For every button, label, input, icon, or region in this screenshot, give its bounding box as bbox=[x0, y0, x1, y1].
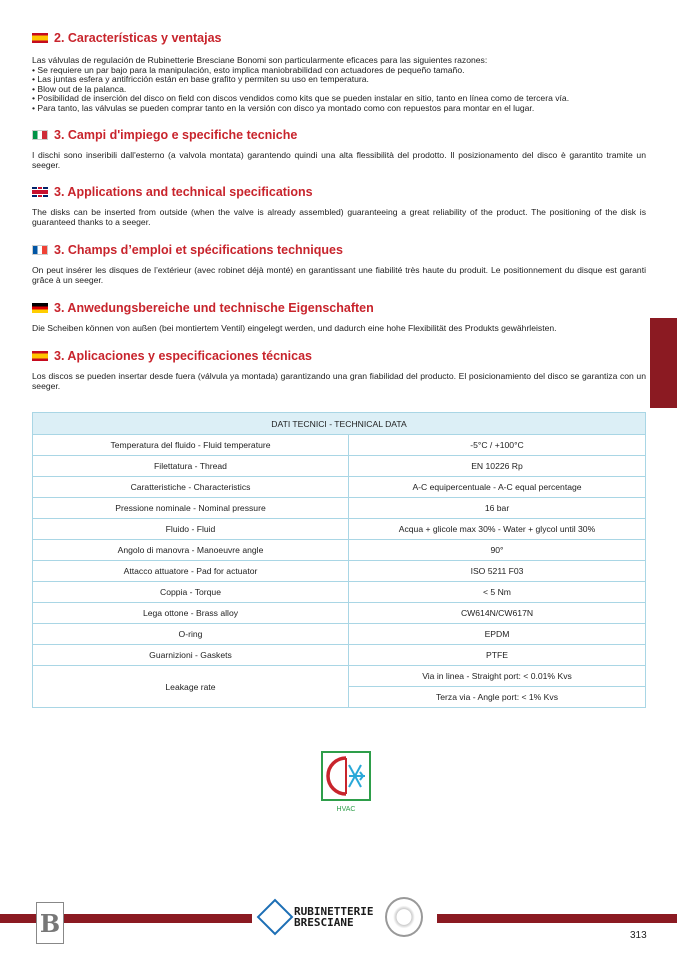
table-row bbox=[33, 561, 646, 582]
section-title: 3. Aplicaciones y especificaciones técnicas bbox=[54, 349, 313, 363]
row-label: O-ring bbox=[33, 624, 349, 645]
row-value: PTFE bbox=[349, 645, 646, 666]
table-row bbox=[33, 519, 646, 540]
row-value: Acqua + glicole max 30% - Water + glycol until 30% bbox=[349, 519, 646, 540]
table-row bbox=[33, 498, 646, 519]
row-label: Lega ottone - Brass alloy bbox=[33, 603, 349, 624]
side-tab-marker bbox=[650, 318, 677, 408]
brand-line-2: BRESCIANE bbox=[294, 916, 354, 929]
section-de bbox=[32, 300, 646, 334]
row-value: Terza via - Angle port: < 1% Kvs bbox=[349, 687, 646, 708]
iso-certification-seal bbox=[385, 897, 423, 937]
section-title: 3. Campi d'impiego e specifiche tecniche bbox=[54, 128, 298, 142]
section-it bbox=[32, 127, 646, 170]
row-label: Attacco attuatore - Pad for actuator bbox=[33, 561, 349, 582]
table-header: DATI TECNICI - TECHNICAL DATA bbox=[33, 413, 646, 435]
technical-data-table bbox=[32, 412, 646, 708]
paragraph-line: Las válvulas de regulación de Rubinetterie Bresciane Bonomi son particularmente eficaces para las siguientes razones: bbox=[32, 55, 488, 65]
row-value: Via in linea - Straight port: < 0.01% Kvs bbox=[349, 666, 646, 687]
flag-uk-icon bbox=[32, 187, 48, 197]
row-label: Temperatura del fluido - Fluid temperature bbox=[33, 435, 349, 456]
section-es bbox=[32, 348, 646, 391]
table-row bbox=[33, 624, 646, 645]
flag-es-icon bbox=[32, 33, 48, 43]
table-row bbox=[33, 645, 646, 666]
hvac-icon bbox=[323, 753, 369, 799]
row-value: EN 10226 Rp bbox=[349, 456, 646, 477]
row-value: 90° bbox=[349, 540, 646, 561]
table-row bbox=[33, 435, 646, 456]
hvac-logo bbox=[321, 751, 371, 801]
flag-de-icon bbox=[32, 303, 48, 313]
paragraph-line: • Se requiere un par bajo para la manipulación, esto implica maniobrabilidad con actuadores de pequeño tamaño. bbox=[32, 64, 465, 75]
footer-bar-right bbox=[437, 914, 677, 923]
section-fr bbox=[32, 242, 646, 285]
row-value: A-C equipercentuale - A-C equal percentage bbox=[349, 477, 646, 498]
paragraph-line: • Para tanto, las válvulas se pueden comprar tanto en la versión con disco ya montado como con repuestos para montar en el lugar. bbox=[32, 102, 535, 113]
table-row bbox=[33, 477, 646, 498]
section-uk bbox=[32, 184, 646, 227]
paragraph-line: • Blow out de la palanca. bbox=[32, 83, 127, 94]
table-row bbox=[33, 582, 646, 603]
row-label: Pressione nominale - Nominal pressure bbox=[33, 498, 349, 519]
section-title: 3. Champs d’emploi et spécifications techniques bbox=[54, 243, 343, 257]
paragraph-line: • Posibilidad de inserción del disco on field con discos vendidos como kits que se pueden instalar en sitio, tanto en línea como de tercera vía. bbox=[32, 93, 570, 104]
row-label: Filettatura - Thread bbox=[33, 456, 349, 477]
row-label: Guarnizioni - Gaskets bbox=[33, 645, 349, 666]
row-value: -5°C / +100°C bbox=[349, 435, 646, 456]
row-value: < 5 Nm bbox=[349, 582, 646, 603]
section-title: 2. Características y ventajas bbox=[54, 31, 222, 45]
flag-fr-icon bbox=[32, 245, 48, 255]
section-es bbox=[32, 30, 646, 114]
row-value: CW614N/CW617N bbox=[349, 603, 646, 624]
bonomi-group-logo: B bbox=[36, 902, 64, 944]
row-value: ISO 5211 F03 bbox=[349, 561, 646, 582]
table-row bbox=[33, 603, 646, 624]
brand-line-1: RUBINETTERIE bbox=[294, 905, 374, 918]
flag-es-icon bbox=[32, 351, 48, 361]
section-text: The disks can be inserted from outside (when the valve is already assembled) guaranteeing a great reliability of the product. The positioning of the disk is guaranteed thanks to a seeger. bbox=[32, 207, 646, 227]
row-label: Coppia - Torque bbox=[33, 582, 349, 603]
row-label: Leakage rate bbox=[33, 666, 349, 708]
section-title: 3. Applications and technical specifications bbox=[54, 185, 313, 199]
row-value: EPDM bbox=[349, 624, 646, 645]
table-row bbox=[33, 540, 646, 561]
hvac-label: HVAC bbox=[336, 806, 356, 813]
paragraph-line: • Las juntas esfera y antifricción están en base grafito y permiten su uso en temperatura. bbox=[32, 74, 369, 85]
row-value: 16 bar bbox=[349, 498, 646, 519]
table-row bbox=[33, 456, 646, 477]
section-text: Die Scheiben können von außen (bei montiertem Ventil) eingelegt werden, und dadurch eine hohe Flexibilität des Produkts gewährleisten. bbox=[32, 323, 557, 333]
section-text: I dischi sono inseribili dall'esterno (a valvola montata) garantendo quindi una alta flessibilità del prodotto. Il posizionamento del disco è garantito tramite un seeger. bbox=[32, 150, 646, 170]
row-label: Fluido - Fluid bbox=[33, 519, 349, 540]
section-title: 3. Anwedungsbereiche und technische Eigenschaften bbox=[54, 301, 374, 315]
section-text: On peut insérer les disques de l’extérieur (avec robinet déjà monté) en garantissant une fiabilité très haute du produit. Le positionnement du disque est garanti grâce à un seeger. bbox=[32, 265, 646, 285]
rb-diamond-icon bbox=[257, 899, 294, 936]
row-label: Angolo di manovra - Manoeuvre angle bbox=[33, 540, 349, 561]
row-label: Caratteristiche - Characteristics bbox=[33, 477, 349, 498]
page-number: 313 bbox=[630, 930, 647, 941]
flag-it-icon bbox=[32, 130, 48, 140]
section-text: Los discos se pueden insertar desde fuera (válvula ya montada) garantizando una gran fiabilidad del producto. El posicionamiento del disco se garantiza con un seeger. bbox=[32, 371, 646, 391]
table-row bbox=[33, 666, 646, 687]
rubinetterie-bresciane-logo bbox=[258, 898, 373, 936]
